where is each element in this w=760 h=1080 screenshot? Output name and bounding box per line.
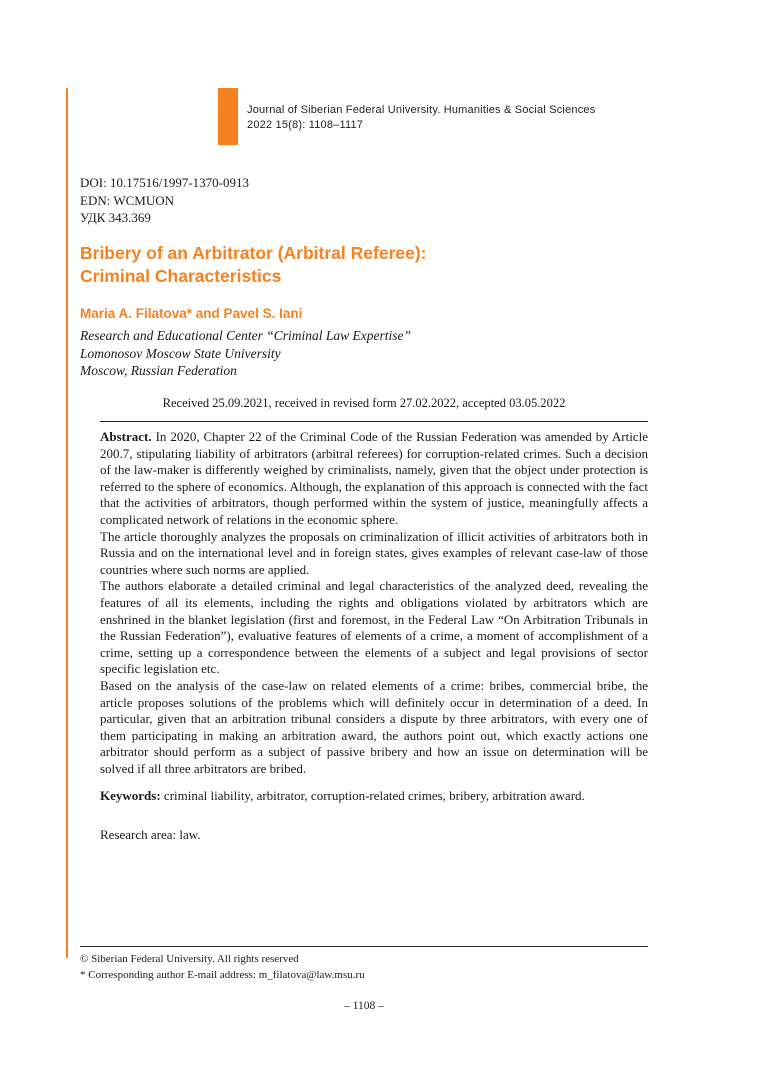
keywords-text: criminal liability, arbitrator, corruption-related crimes, bribery, arbitration award. xyxy=(163,788,585,804)
journal-header xyxy=(218,88,595,145)
affiliation-city: Moscow, Russian Federation xyxy=(80,363,237,378)
abstract-section xyxy=(100,421,648,844)
received-dates: Received 25.09.2021, received in revised form 27.02.2022, accepted 03.05.2022 xyxy=(162,396,566,410)
affiliation-university: Lomonosov Moscow State University xyxy=(80,345,281,361)
abstract-paragraph-2: The article thoroughly analyzes the proposals on criminalization of illicit activities of arbitrators both in Russia and on the international level and in foreign states, gives examples of relevant case-law of those countries where such norms are applied. xyxy=(100,528,648,577)
page-number: – 1108 – xyxy=(344,1000,384,1012)
accent-rule-vertical xyxy=(66,88,68,958)
keywords-line xyxy=(100,788,648,805)
udk-line: УДК 343.369 xyxy=(80,210,151,225)
research-area-line: Research area: law. xyxy=(100,827,201,843)
journal-name: Journal of Siberian Federal University. Humanities & Social Sciences xyxy=(247,104,596,116)
authors: Maria A. Filatova* and Pavel S. Iani xyxy=(80,306,303,321)
title-line-2: Criminal Characteristics xyxy=(80,265,282,286)
footer xyxy=(80,946,648,983)
keywords-label: Keywords: xyxy=(100,788,161,804)
copyright-line: © Siberian Federal University. All rights reserved xyxy=(80,953,299,965)
abstract-paragraph-4: Based on the analysis of the case-law on related elements of a crime: bribes, commercial bribe, the article proposes solutions of the problems which will definitely occur in determination of a deed. In particular, given that an arbitration tribunal considers a dispute by three arbitrators, with every one of them participating in making an arbitration award, the authors point out, which exactly actions one arbitrator should perform as a subject of passive bribery and how an issue on determination will be solved if all three arbitrators are bribed. xyxy=(100,677,648,776)
title-line-1: Bribery of an Arbitrator (Arbitral Referee): xyxy=(80,243,427,263)
abstract-paragraph-1 xyxy=(100,429,648,529)
abstract-label: Abstract. xyxy=(100,429,152,444)
edn-line: EDN: WCMUON xyxy=(80,192,175,208)
affiliation-center: Research and Educational Center “Criminal Law Expertise” xyxy=(80,328,411,343)
journal-header-text xyxy=(247,88,595,133)
doi-line: DOI: 10.17516/1997-1370-0913 xyxy=(80,175,249,190)
journal-issue: 2022 15(8): 1108–1117 xyxy=(247,119,364,131)
page-title xyxy=(80,242,427,287)
accent-bar xyxy=(218,88,238,145)
corresponding-author-line: * Corresponding author E-mail address: m_filatova@law.msu.ru xyxy=(80,968,365,981)
abstract-text-1: In 2020, Chapter 22 of the Criminal Code of the Russian Federation was amended by Article 200.7, stipulating liability of arbitrators (arbitral referees) for corruption-related crimes. Such a decision of the law-maker is differently weighed by criminalists, namely, given that the object under protection is referred to the sphere of economics. Although, the explanation of this approach is connected with the fact that the activities of arbitrators, though performed within the system of justice, meaningfully affects a complicated network of relations in the economic sphere. xyxy=(100,429,649,527)
abstract-paragraph-3: The authors elaborate a detailed criminal and legal characteristics of the analyzed deed, revealing the features of all its elements, including the rights and obligations violated by arbitrators which are enshrined in the blanket legislation (first and foremost, in the Federal Law “On Arbitration Tribunals in the Russian Federation”), evaluative features of elements of a crime, a moment of accomplishment of a crime, setting up a correspondence between the elements of a subject and legal provisions of sector specific legislation etc. xyxy=(100,578,648,677)
article-meta xyxy=(80,174,249,227)
affiliation xyxy=(80,327,411,380)
